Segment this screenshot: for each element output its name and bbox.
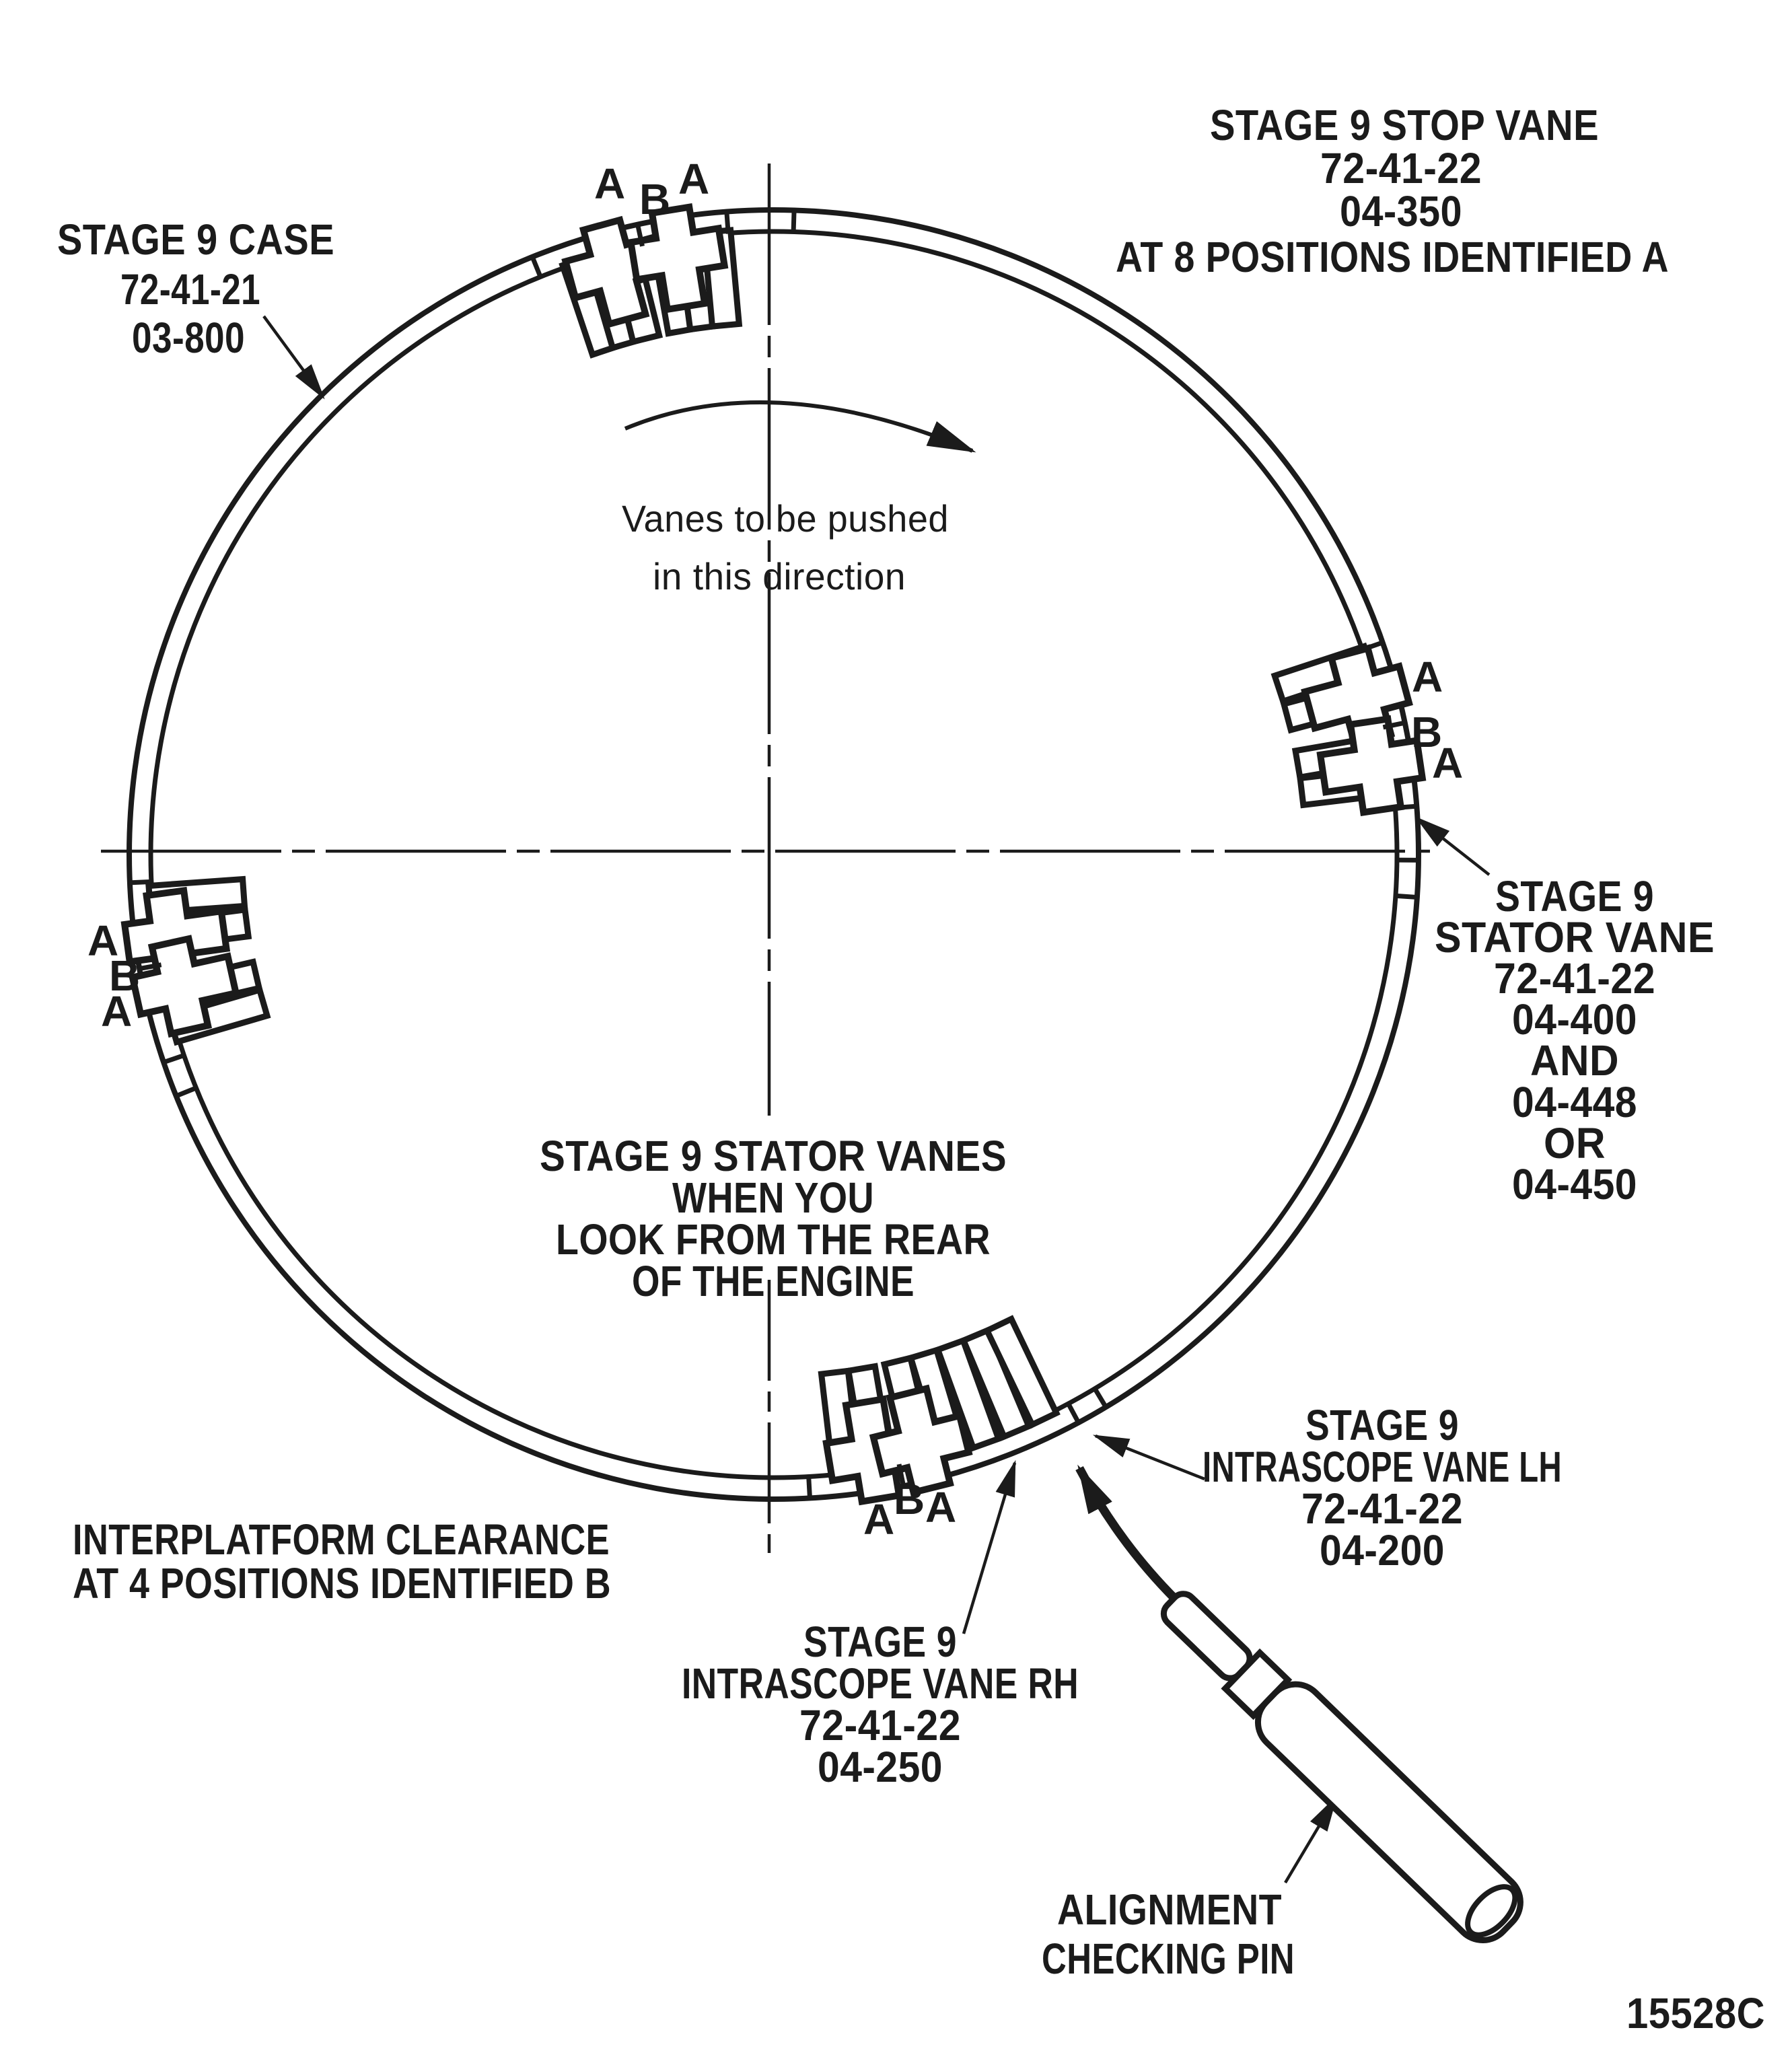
stage9-stator-vane-label — [1435, 872, 1715, 1208]
pin-body — [1246, 1673, 1532, 1952]
centerlines — [101, 164, 1430, 1553]
marker-a: A — [87, 916, 119, 965]
stage9-case-label — [57, 215, 334, 362]
intrascope-rh-label — [682, 1618, 1079, 1791]
label-line: STAGE 9 CASE — [57, 215, 334, 264]
alignment-pin-leader-arrow — [1285, 1798, 1336, 1883]
marker-a: A — [678, 155, 710, 203]
label-line: OF THE ENGINE — [632, 1257, 915, 1305]
intrascope-lh-leader-arrow — [1096, 1436, 1205, 1479]
alignment-checking-pin-label — [1042, 1885, 1295, 1983]
label-line: 04-350 — [1340, 187, 1462, 236]
label-line: STAGE 9 STOP VANE — [1210, 101, 1599, 149]
label-line: STATOR VANE — [1435, 913, 1715, 962]
stator-vane-leader-arrow — [1417, 818, 1489, 875]
intrascope-lh-label — [1203, 1401, 1562, 1575]
label-line: 04-448 — [1512, 1078, 1637, 1126]
label-line: in this direction — [653, 555, 906, 598]
label-line: WHEN YOU — [672, 1173, 874, 1222]
label-line: AT 4 POSITIONS IDENTIFIED B — [73, 1559, 611, 1607]
label-line: INTRASCOPE VANE RH — [682, 1659, 1079, 1708]
position-markers — [87, 155, 1464, 1544]
center-note — [540, 1132, 1007, 1305]
label-line: AT 8 POSITIONS IDENTIFIED A — [1116, 233, 1669, 281]
vane-cluster-right — [1275, 642, 1426, 898]
platform-tick — [163, 1055, 184, 1062]
label-line: 72-41-22 — [1494, 954, 1655, 1003]
marker-b: B — [1411, 708, 1443, 756]
rotation-direction-arrow — [625, 402, 972, 451]
label-line: INTERPLATFORM CLEARANCE — [73, 1515, 610, 1564]
rotation-note — [622, 497, 949, 598]
label-line: 72-41-22 — [799, 1701, 961, 1749]
label-line: AND — [1530, 1036, 1619, 1085]
platform-tick — [809, 1476, 810, 1499]
label-line: STAGE 9 — [1495, 872, 1654, 920]
vane-cluster-left — [121, 879, 267, 1097]
label-line: STAGE 9 — [803, 1618, 957, 1666]
marker-a: A — [101, 987, 133, 1036]
vane-cluster-bottom — [809, 1319, 1106, 1505]
label-line: 72-41-22 — [1320, 144, 1482, 192]
marker-b: B — [109, 951, 141, 1000]
label-line: 04-200 — [1320, 1526, 1445, 1575]
label-line: ALIGNMENT — [1057, 1885, 1282, 1934]
label-line: 72-41-22 — [1301, 1484, 1463, 1533]
label-line: CHECKING PIN — [1042, 1935, 1295, 1983]
label-line: STAGE 9 STATOR VANES — [540, 1132, 1007, 1180]
case-leader-arrow — [264, 316, 323, 397]
label-line: INTRASCOPE VANE LH — [1203, 1443, 1562, 1491]
text-labels — [57, 101, 1765, 2037]
stage9-stop-vane-label — [1116, 101, 1669, 281]
platform-tick — [129, 881, 152, 882]
marker-a: A — [863, 1495, 895, 1544]
platform-tick — [1094, 1388, 1106, 1408]
label-line: LOOK FROM THE REAR — [556, 1215, 991, 1264]
marker-a: A — [925, 1483, 957, 1531]
platform-tick — [1394, 806, 1417, 808]
intrascope-rh-leader-arrow — [964, 1463, 1015, 1634]
label-line: Vanes to be pushed — [622, 497, 949, 540]
platform-tick — [532, 256, 541, 278]
label-line: 04-400 — [1512, 995, 1637, 1044]
label-line: STAGE 9 — [1305, 1401, 1459, 1449]
label-line: 04-250 — [818, 1743, 943, 1791]
marker-b: B — [894, 1475, 925, 1523]
interplatform-clearance-label — [73, 1515, 611, 1607]
pin-insertion-arrow — [1079, 1468, 1176, 1600]
label-line: OR — [1544, 1119, 1606, 1167]
marker-a: A — [1412, 653, 1443, 701]
marker-a: A — [594, 159, 626, 208]
platform-tick — [176, 1088, 197, 1097]
marker-b: B — [639, 175, 671, 223]
label-line: 03-800 — [132, 314, 245, 362]
platform-tick — [1068, 1403, 1079, 1423]
marker-a: A — [1432, 739, 1464, 787]
figure-number: 15528C — [1626, 1989, 1765, 2037]
label-line: 04-450 — [1512, 1160, 1637, 1208]
platform-tick — [1395, 896, 1418, 897]
vane-cluster-top — [532, 203, 794, 355]
label-line: 72-41-21 — [120, 265, 260, 314]
platform-tick — [793, 209, 794, 232]
platform-tick — [727, 211, 728, 234]
